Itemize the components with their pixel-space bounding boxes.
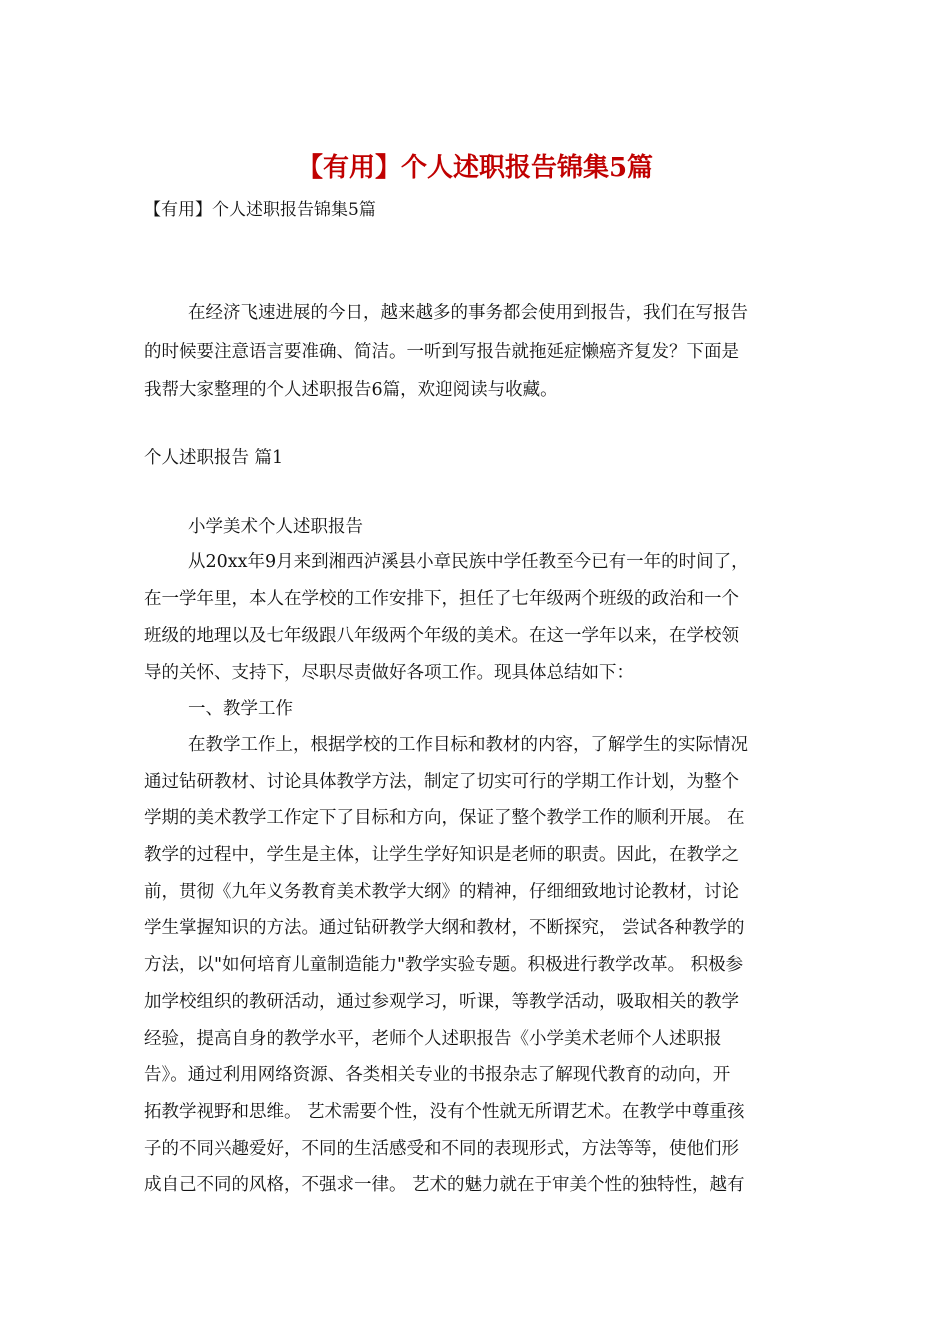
paragraph-line: 告》。通过利用网络资源、各类相关专业的书报杂志了解现代教育的动向，开 xyxy=(144,1065,731,1085)
paragraph-line: 在一学年里，本人在学校的工作安排下，担任了七年级两个班级的政治和一个 xyxy=(144,589,739,609)
paragraph-line: 班级的地理以及七年级跟八年级两个年级的美术。在这一学年以来，在学校领 xyxy=(144,626,739,646)
document-subtitle: 【有用】个人述职报告锦集5篇 xyxy=(144,200,376,220)
paragraph-line: 加学校组织的教研活动，通过参观学习，听课，等教学活动，吸取相关的教学 xyxy=(144,992,739,1012)
paragraph-line: 成自己不同的风格，不强求一律。 艺术的魅力就在于审美个性的独特性，越有 xyxy=(144,1175,745,1195)
section-heading: 个人述职报告 篇1 xyxy=(144,448,284,468)
paragraph-line: 子的不同兴趣爱好，不同的生活感受和不同的表现形式，方法等等，使他们形 xyxy=(144,1139,739,1159)
paragraph-line: 拓教学视野和思维。 艺术需要个性，没有个性就无所谓艺术。在教学中尊重孩 xyxy=(144,1102,745,1122)
paragraph-line: 导的关怀、支持下，尽职尽责做好各项工作。现具体总结如下： xyxy=(144,663,634,683)
paragraph-line: 学期的美术教学工作定下了目标和方向，保证了整个教学工作的顺利开展。 在 xyxy=(144,808,745,828)
paragraph-line: 方法，以"如何培育儿童制造能力"教学实验专题。积极进行教学改革。 积极参 xyxy=(144,955,744,975)
intro-line: 的时候要注意语言要准确、简洁。一听到写报告就拖延症懒癌齐复发？下面是 xyxy=(144,342,739,362)
paragraph-line: 前，贯彻《九年义务教育美术教学大纲》的精神，仔细细致地讨论教材，讨论 xyxy=(144,882,739,902)
paragraph-line: 通过钻研教材、讨论具体教学方法，制定了切实可行的学期工作计划，为整个 xyxy=(144,772,739,792)
report-title: 小学美术个人述职报告 xyxy=(188,517,363,537)
paragraph-line: 教学的过程中，学生是主体，让学生学好知识是老师的职责。因此，在教学之 xyxy=(144,845,739,865)
document-title: 【有用】个人述职报告锦集5篇 xyxy=(296,153,654,183)
paragraph-line: 从20xx年9月来到湘西泸溪县小章民族中学任教至今已有一年的时间了， xyxy=(188,552,749,572)
intro-line: 在经济飞速进展的今日，越来越多的事务都会使用到报告，我们在写报告 xyxy=(188,303,748,323)
paragraph-line: 经验，提高自身的教学水平，老师个人述职报告《小学美术老师个人述职报 xyxy=(144,1029,722,1049)
intro-line: 我帮大家整理的个人述职报告6篇，欢迎阅读与收藏。 xyxy=(144,380,558,400)
paragraph-line: 在教学工作上，根据学校的工作目标和教材的内容，了解学生的实际情况 xyxy=(188,735,748,755)
sub-heading: 一、教学工作 xyxy=(188,699,293,719)
paragraph-line: 学生掌握知识的方法。通过钻研教学大纲和教材，不断探究， 尝试各种教学的 xyxy=(144,918,745,938)
